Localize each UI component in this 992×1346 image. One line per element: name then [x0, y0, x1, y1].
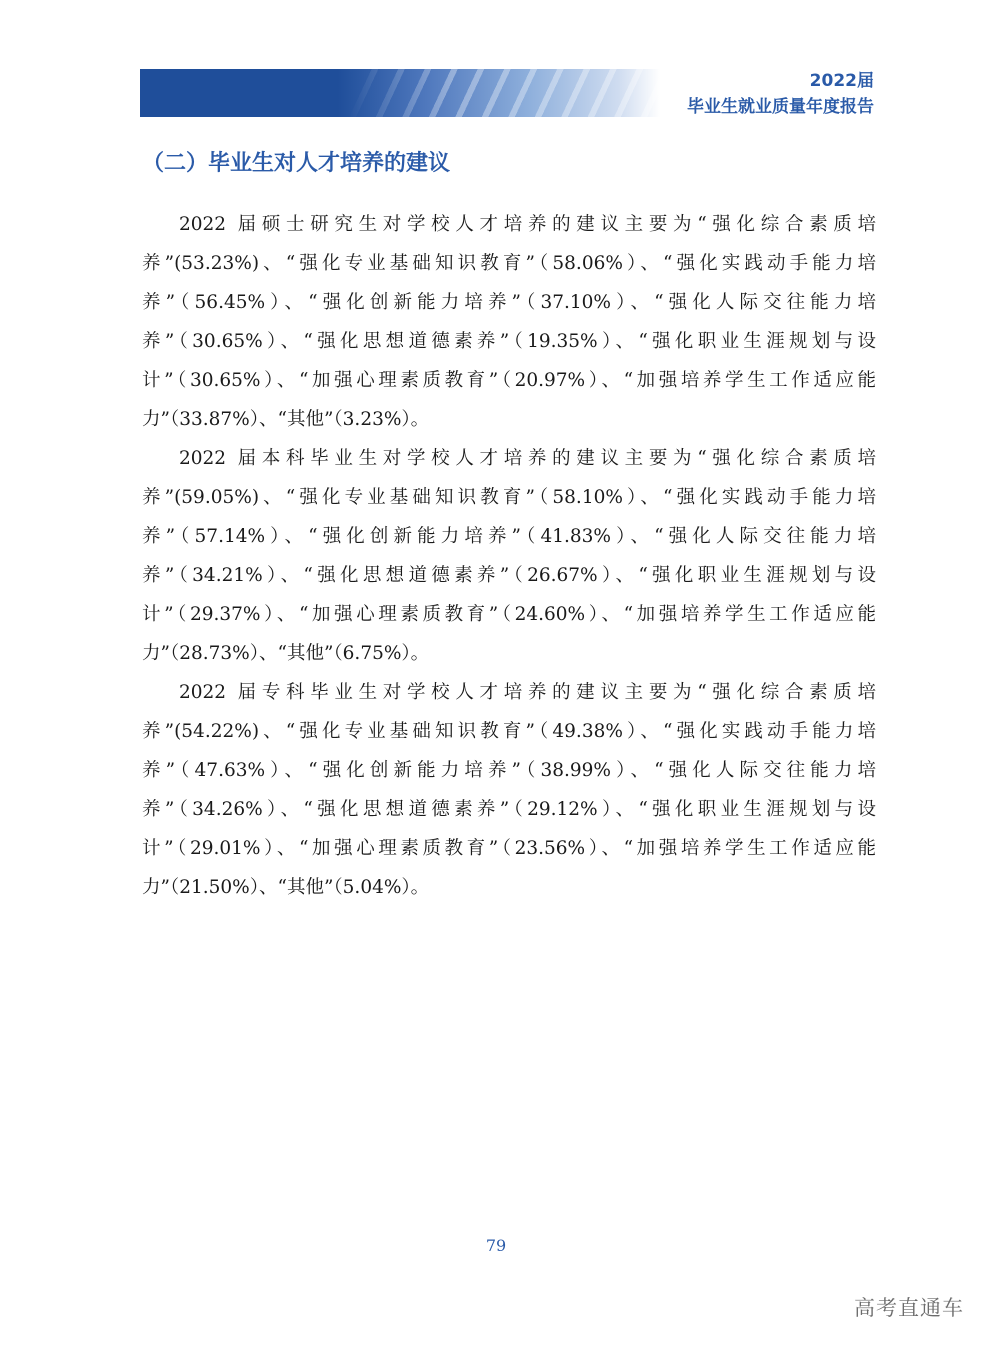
watermark: 高考直通车: [854, 1296, 964, 1320]
section-heading: （二）毕业生对人才培养的建议: [142, 151, 451, 176]
header-title-block: [687, 68, 874, 120]
paragraph-undergraduate: 2022 届本科毕业生对学校人才培养的建议主要为“强化综合素质培养”(59.05%)、“强化专业基础知识教育”（58.10%）、“强化实践动手能力培养”（57.14%）、“强化创新能力培养”（41.83%）、“强化人际交往能力培养”（34.21%）、“强化思想道德素养”（26.67%）、“强化职业生涯规划与设计”（29.37%）、“加强心理素质教育”（24.60%）、“加强培养学生工作适应能力”（28.73%）、“其他”（6.75%）。: [142, 448, 876, 664]
header-banner: [140, 69, 660, 117]
header-banner-stripes: [140, 69, 660, 117]
paragraph-graduate: 2022 届硕士研究生对学校人才培养的建议主要为“强化综合素质培养”(53.23%)、“强化专业基础知识教育”（58.06%）、“强化实践动手能力培养”（56.45%）、“强化创新能力培养”（37.10%）、“强化人际交往能力培养”（30.65%）、“强化思想道德素养”（19.35%）、“强化职业生涯规划与设计”（30.65%）、“加强心理素质教育”（20.97%）、“加强培养学生工作适应能力”（33.87%）、“其他”（3.23%）。: [142, 214, 876, 430]
header-year: 2022届: [809, 71, 874, 91]
header-report-title: 毕业生就业质量年度报告: [687, 97, 874, 117]
page-number: 79: [485, 1236, 507, 1255]
body-content: [142, 205, 876, 907]
paragraph-college: 2022 届专科毕业生对学校人才培养的建议主要为“强化综合素质培养”(54.22%)、“强化专业基础知识教育”（49.38%）、“强化实践动手能力培养”（47.63%）、“强化创新能力培养”（38.99%）、“强化人际交往能力培养”（34.26%）、“强化思想道德素养”（29.12%）、“强化职业生涯规划与设计”（29.01%）、“加强心理素质教育”（23.56%）、“加强培养学生工作适应能力”（21.50%）、“其他”（5.04%）。: [142, 682, 876, 898]
